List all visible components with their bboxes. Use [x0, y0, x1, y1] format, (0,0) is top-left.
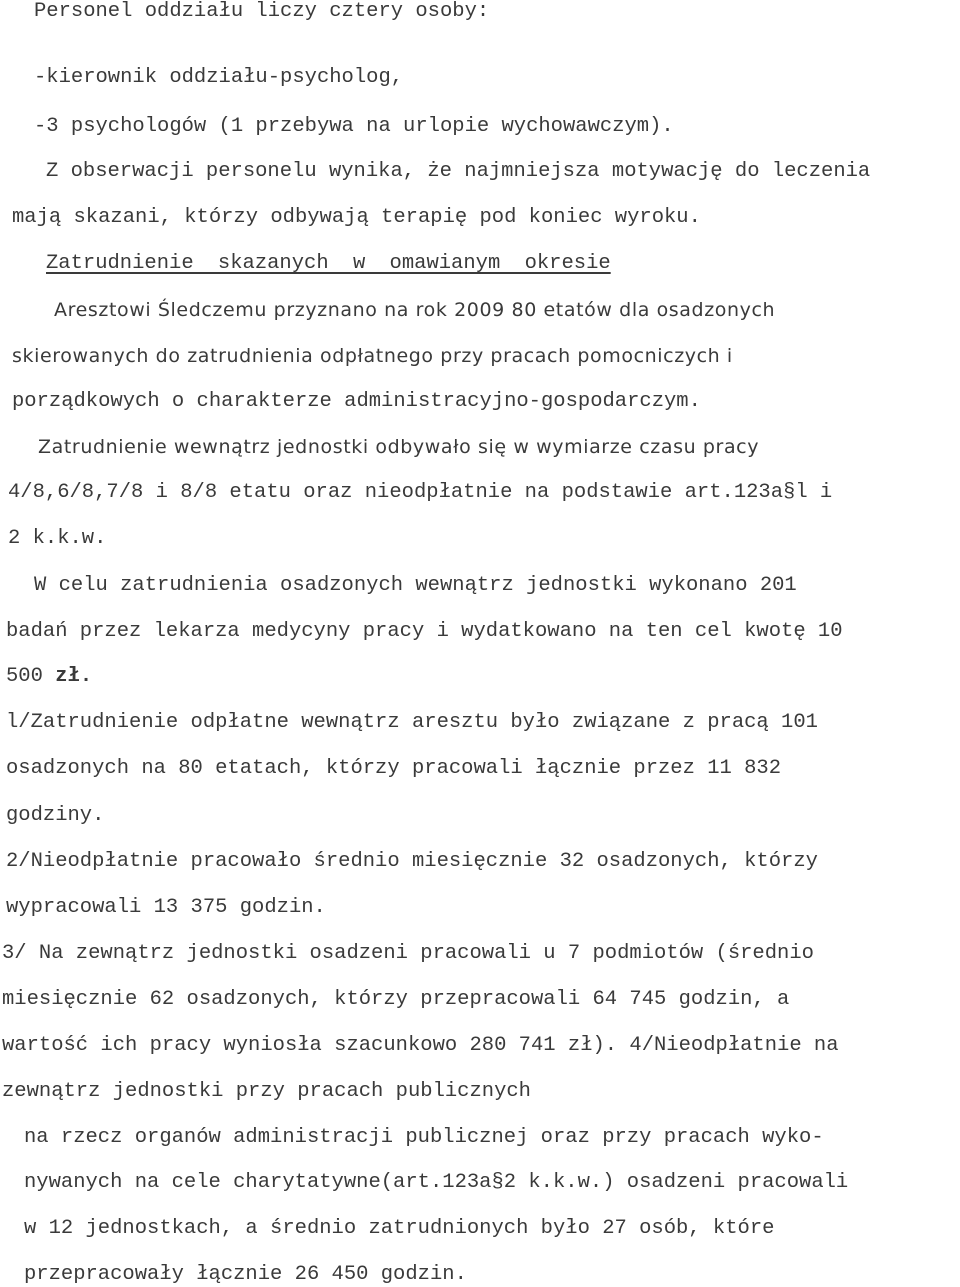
text-line: w 12 jednostkach, a średnio zatrudnionych było 27 osób, które: [24, 1217, 775, 1240]
text-line: wypracowali 13 375 godzin.: [6, 896, 326, 919]
section-heading: Zatrudnienie skazanych w omawianym okresie: [46, 252, 611, 275]
text-line: [6, 665, 92, 689]
text-line: Z obserwacji personelu wynika, że najmniejsza motywację do leczenia: [46, 160, 871, 183]
text-line: Aresztowi Śledczemu przyznano na rok 2009 80 etatów dla osadzonych: [54, 299, 776, 321]
text-line: 3/ Na zewnątrz jednostki osadzeni pracowali u 7 podmiotów (średnio: [2, 942, 814, 965]
text-line: skierowanych do zatrudnienia odpłatnego przy pracach pomocniczych i: [12, 345, 733, 367]
text-line: badań przez lekarza medycyny pracy i wydatkowano na ten cel kwotę 10: [6, 620, 843, 643]
text-line: 2/Nieodpłatnie pracowało średnio miesięcznie 32 osadzonych, którzy: [6, 850, 818, 873]
text-line: l/Zatrudnienie odpłatne wewnątrz aresztu było związane z pracą 101: [6, 711, 818, 734]
text-line: Zatrudnienie wewnątrz jednostki odbywało się w wymiarze czasu pracy: [38, 436, 760, 458]
text-line: Personel oddziału liczy cztery osoby:: [34, 0, 490, 23]
text-line: -3 psychologów (1 przebywa na urlopie wychowawczym).: [34, 115, 674, 138]
text-line: W celu zatrudnienia osadzonych wewnątrz jednostki wykonano 201: [34, 574, 797, 597]
text-line: mają skazani, którzy odbywają terapię pod koniec wyroku.: [12, 206, 701, 229]
text-line: przepracowały łącznie 26 450 godzin.: [24, 1263, 467, 1286]
text-line: nywanych na cele charytatywne(art.123a§2 k.k.w.) osadzeni pracowali: [24, 1171, 849, 1194]
text-line: godziny.: [6, 804, 105, 827]
text-line: miesięcznie 62 osadzonych, którzy przepracowali 64 745 godzin, a: [2, 988, 790, 1011]
text-line: 4/8,6/8,7/8 i 8/8 etatu oraz nieodpłatnie na podstawie art.123a§l i: [8, 481, 833, 504]
currency-label: zł.: [55, 665, 93, 688]
amount-value: 500: [6, 665, 43, 688]
text-line: 2 k.k.w.: [8, 527, 107, 550]
text-line: -kierownik oddziału-psycholog,: [34, 66, 404, 89]
text-line: na rzecz organów administracji publicznej oraz przy pracach wyko-: [24, 1126, 824, 1149]
text-line: osadzonych na 80 etatach, którzy pracowali łącznie przez 11 832: [6, 757, 782, 780]
text-line: zewnątrz jednostki przy pracach publicznych: [2, 1080, 531, 1103]
text-line: wartość ich pracy wyniosła szacunkowo 280 741 zł). 4/Nieodpłatnie na: [2, 1034, 839, 1057]
text-line: porządkowych o charakterze administracyjno-gospodarczym.: [12, 390, 701, 413]
